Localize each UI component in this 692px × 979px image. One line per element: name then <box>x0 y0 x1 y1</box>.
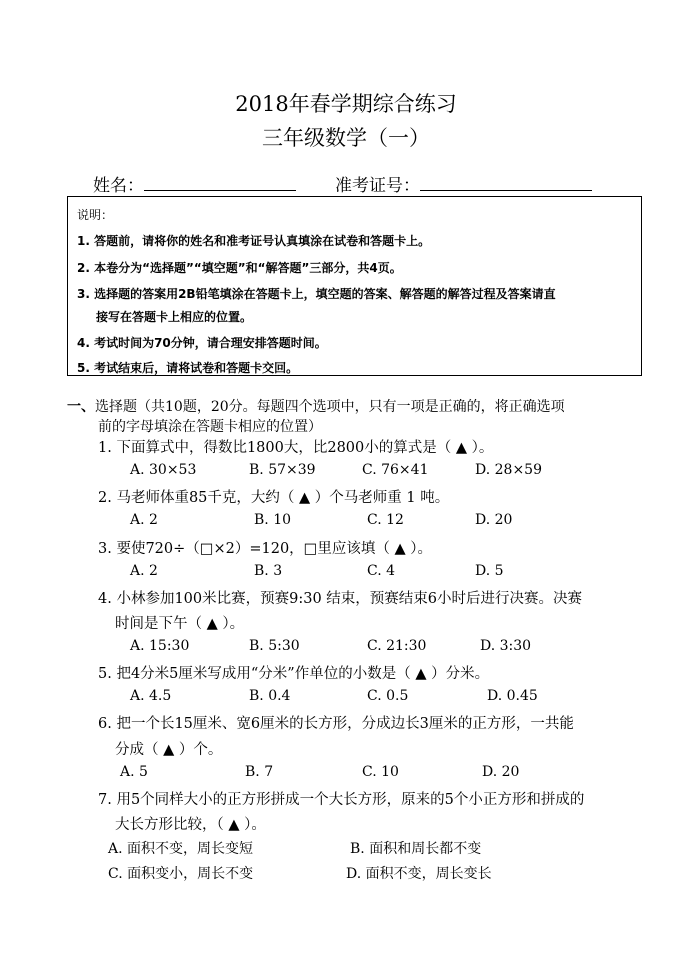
instructions-heading: 说明： <box>77 208 114 222</box>
instruction-item: 1. 答题前，请将你的姓名和准考证号认真填涂在试卷和答题卡上。 <box>77 234 431 248</box>
instruction-item: 2. 本卷分为“选择题”“填空题”和“解答题”三部分，共4页。 <box>77 261 402 275</box>
question-6: 6. 把一个长15厘米、宽6厘米的长方形，分成边长3厘米的正方形，一共能 <box>98 716 574 732</box>
question-1: 1. 下面算式中，得数比1800大，比2800小的算式是（ ▲ ）。 <box>98 440 494 456</box>
section-instruction-line1: 选择题（共10题，20分。每题四个选项中，只有一项是正确的，将正确选项 <box>95 399 565 415</box>
q6-option-d: D. 20 <box>482 764 520 780</box>
q1-option-d: D. 28×59 <box>475 462 542 478</box>
exam-subtitle: 三年级数学（一） <box>262 126 430 150</box>
section-number: 一、 <box>67 399 95 415</box>
q6-option-c: C. 10 <box>362 764 399 780</box>
q3-option-d: D. 5 <box>475 563 504 579</box>
question-4: 4. 小林参加100米比赛，预赛9:30 结束，预赛结束6小时后进行决赛。决赛 <box>98 591 583 607</box>
question-6-continued: 分成（ ▲ ）个。 <box>115 742 223 758</box>
instruction-item-continued: 接写在答题卡上相应的位置。 <box>96 310 253 324</box>
section-heading <box>67 396 565 416</box>
q1-option-c: C. 76×41 <box>362 462 429 478</box>
q5-option-b: B. 0.4 <box>249 688 291 704</box>
q3-option-a: A. 2 <box>130 563 158 579</box>
section-instruction-line2: 前的字母填涂在答题卡相应的位置） <box>98 419 322 435</box>
q2-option-a: A. 2 <box>130 512 158 528</box>
q4-option-a: A. 15:30 <box>130 638 190 654</box>
q2-option-d: D. 20 <box>475 512 513 528</box>
question-3: 3. 要使720÷（□×2）=120，□里应该填（ ▲ ）。 <box>98 541 432 557</box>
exam-id-blank-line <box>420 174 592 191</box>
q5-option-a: A. 4.5 <box>130 688 172 704</box>
q2-option-b: B. 10 <box>254 512 292 528</box>
instruction-item: 5. 考试结束后，请将试卷和答题卡交回。 <box>77 361 299 375</box>
question-5: 5. 把4分米5厘米写成用“分米”作单位的小数是（ ▲ ）分米。 <box>98 666 490 682</box>
name-field <box>93 171 296 196</box>
q1-option-b: B. 57×39 <box>249 462 316 478</box>
q5-option-d: D. 0.45 <box>487 688 538 704</box>
question-2: 2. 马老师体重85千克，大约（ ▲ ）个马老师重 1 吨。 <box>98 490 450 506</box>
exam-title: 2018年春学期综合练习 <box>235 92 457 116</box>
q6-option-b: B. 7 <box>245 764 274 780</box>
question-7-continued: 大长方形比较，（ ▲ ）。 <box>115 817 266 833</box>
question-4-continued: 时间是下午（ ▲ ）。 <box>115 616 245 632</box>
q7-option-b: B. 面积和周长都不变 <box>350 841 482 857</box>
name-blank-line <box>144 174 296 191</box>
name-label: 姓名： <box>93 176 144 196</box>
q2-option-c: C. 12 <box>367 512 404 528</box>
instruction-item: 3. 选择题的答案用2B铅笔填涂在答题卡上，填空题的答案、解答题的解答过程及答案请直 <box>77 287 556 301</box>
q4-option-c: C. 21:30 <box>367 638 427 654</box>
q1-option-a: A. 30×53 <box>130 462 197 478</box>
q5-option-c: C. 0.5 <box>367 688 409 704</box>
exam-id-field <box>335 171 592 196</box>
q4-option-b: B. 5:30 <box>249 638 300 654</box>
q3-option-c: C. 4 <box>367 563 396 579</box>
q7-option-d: D. 面积不变，周长变长 <box>346 866 492 882</box>
q7-option-a: A. 面积不变，周长变短 <box>108 841 254 857</box>
exam-id-label: 准考证号： <box>335 176 420 196</box>
question-7: 7. 用5个同样大小的正方形拼成一个大长方形，原来的5个小正方形和拼成的 <box>98 792 585 808</box>
instructions-box <box>67 196 642 376</box>
q3-option-b: B. 3 <box>254 563 283 579</box>
q7-option-c: C. 面积变小，周长不变 <box>108 866 254 882</box>
instruction-item: 4. 考试时间为70分钟，请合理安排答题时间。 <box>77 336 327 350</box>
q4-option-d: D. 3:30 <box>480 638 532 654</box>
q6-option-a: A. 5 <box>120 764 148 780</box>
